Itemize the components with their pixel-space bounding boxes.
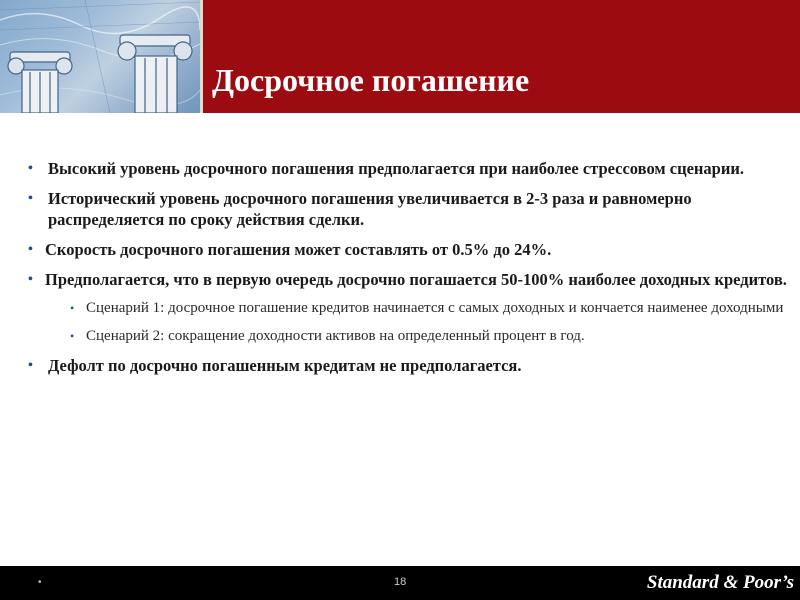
bullet-marker: •: [28, 161, 33, 176]
sub-bullet-text: Сценарий 1: досрочное погашение кредитов начинается с самых доходных и кончается наименее доходными: [86, 300, 784, 316]
bullet-text: Предполагается, что в первую очередь досрочно погашается 50-100% наиболее доходных кредитов.: [45, 270, 787, 289]
sub-bullet-marker: •: [70, 301, 75, 315]
page-number: 18: [394, 576, 407, 588]
bullet-item: [28, 188, 788, 230]
sub-bullet-item: [28, 299, 788, 317]
bullet-marker: •: [28, 191, 33, 206]
sub-bullet-text: Сценарий 2: сокращение доходности активов на определенный процент в год.: [86, 328, 585, 344]
bullet-text: Скорость досрочного погашения может составлять от 0.5% до 24%.: [45, 240, 552, 259]
bullet-marker: •: [28, 358, 33, 373]
slide-title: Досрочное погашение: [212, 62, 530, 98]
footer-marker: •: [38, 577, 42, 588]
ionic-column-banknote-image: [0, 0, 200, 113]
bullet-item: [28, 158, 788, 179]
bullet-item: [28, 239, 788, 260]
slide-footer: [0, 566, 800, 600]
bullet-text: Дефолт по досрочно погашенным кредитам не предполагается.: [48, 356, 522, 375]
header-divider: [200, 0, 203, 113]
slide-header: [0, 0, 800, 113]
brand-logo: Standard & Poor’s: [646, 572, 794, 593]
bullet-item: [28, 269, 788, 290]
sub-bullet-item: [28, 327, 788, 345]
slide-body: [28, 158, 788, 385]
bullet-marker: •: [28, 242, 33, 257]
sub-bullet-marker: •: [70, 329, 75, 343]
bullet-text: Исторический уровень досрочного погашения увеличивается в 2-3 раза и равномерно распределяется по сроку действия сделки.: [48, 189, 692, 229]
bullet-marker: •: [28, 272, 33, 287]
column-illustration: [0, 0, 200, 113]
bullet-item: [28, 355, 788, 376]
bullet-text: Высокий уровень досрочного погашения предполагается при наиболее стрессовом сценарии.: [48, 159, 744, 178]
